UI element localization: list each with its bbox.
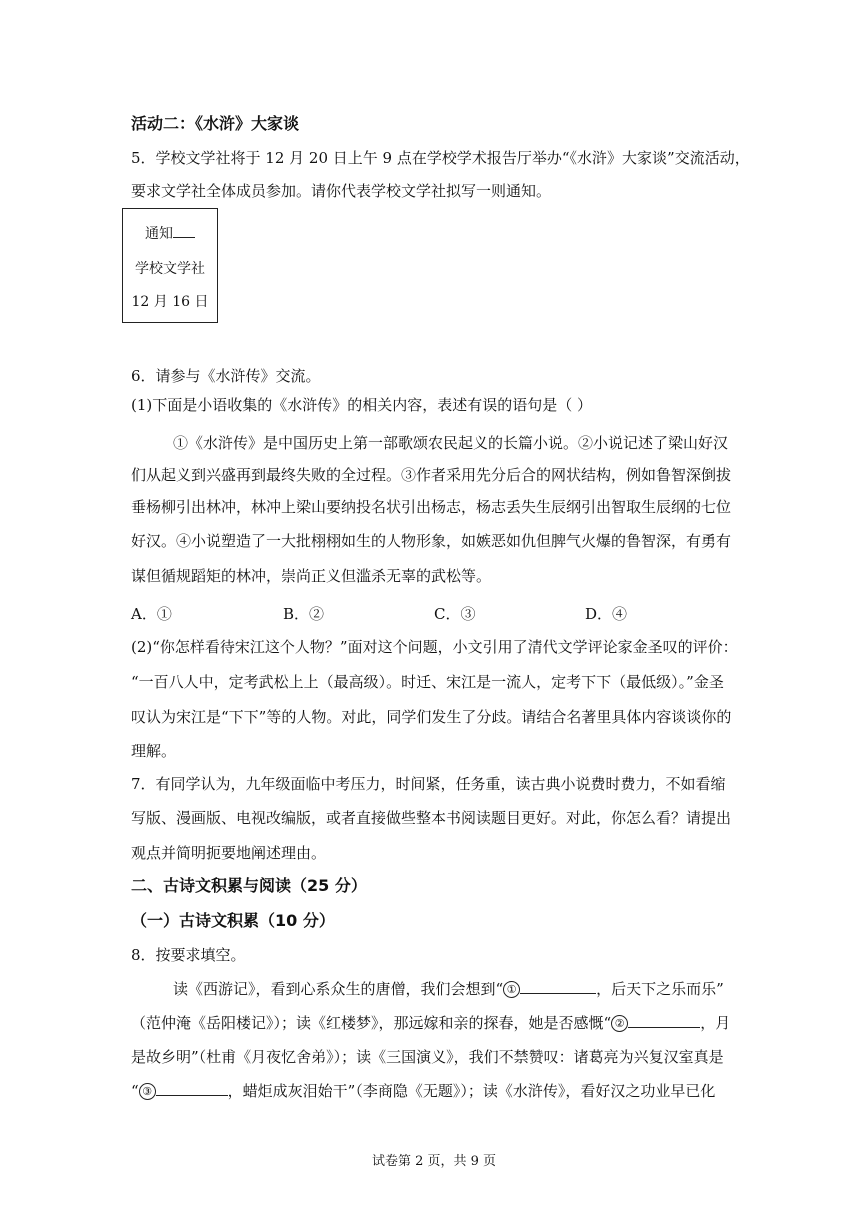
q6-intro: 6．请参与《水浒传》交流。 [131, 367, 321, 385]
q6-passage-line: 谋但循规蹈矩的林冲，崇尚正义但滥杀无辜的武松等。 [131, 567, 492, 585]
q6-passage-line: 垂杨柳引出林冲，林冲上梁山要纳投名状引出杨志，杨志丢失生辰纲引出智取生辰纲的七位 [131, 498, 732, 516]
notice-box [122, 208, 218, 323]
q7-line: 7．有同学认为，九年级面临中考压力，时间紧，任务重，读古典小说费时费力，不如看缩 [131, 775, 726, 793]
q8-line1-a: 读《西游记》，看到心系众生的唐僧，我们会想到“ [173, 980, 504, 998]
notice-title: 通知 [145, 226, 173, 242]
q6-sub1-prompt: (1)下面是小语收集的《水浒传》的相关内容，表述有误的语句是（ ） [131, 396, 593, 414]
q6-sub2-line: 叹认为宋江是“下下”等的人物。对此，同学们发生了分歧。请结合名著里具体内容谈谈你的 [131, 708, 732, 726]
blank-3[interactable] [156, 1081, 228, 1096]
notice-org: 学校文学社 [135, 261, 205, 277]
q8-line2-b: ，月 [700, 1014, 731, 1032]
q6-passage-line: 们从起义到兴盛再到最终失败的全过程。③作者采用先分后合的网状结构，例如鲁智深倒拔 [131, 466, 732, 484]
option-d[interactable]: D．④ [585, 605, 628, 623]
blank-1[interactable] [520, 979, 596, 994]
page-footer: 试卷第 2 页，共 9 页 [371, 1154, 497, 1169]
blank-2[interactable] [628, 1013, 700, 1028]
q8-line4 [131, 1081, 715, 1101]
q8-line2-a: （范仲淹《岳阳楼记》）；读《红楼梦》，那远嫁和亲的探春，她是否感慨“ [131, 1014, 612, 1032]
notice-date: 12 月 16 日 [131, 294, 209, 310]
q7-line: 写版、漫画版、电视改编版，或者直接做些整本书阅读题目更好。对此，你怎么看？请提出 [131, 809, 732, 827]
q8-line4-b: ，蜡炬成灰泪始干”（李商隐《无题》）；读《水浒传》，看好汉之功业早已化 [227, 1082, 716, 1100]
q8-line4-a: “ [131, 1082, 139, 1100]
q8-intro: 8．按要求填空。 [131, 946, 246, 964]
option-c[interactable]: C．③ [434, 605, 476, 623]
q5-line2: 要求文学社全体成员参加。请你代表学校文学社拟写一则通知。 [131, 182, 552, 200]
section2-title: 二、古诗文积累与阅读（25 分） [131, 876, 367, 895]
q8-line2 [131, 1013, 730, 1033]
blank-marker-1: ① [503, 981, 520, 998]
option-a[interactable]: A．① [131, 605, 172, 623]
q7-line: 观点并简明扼要地阐述理由。 [131, 844, 327, 862]
activity2-title: 活动二：《水浒》大家谈 [131, 114, 300, 133]
option-b[interactable]: B．② [283, 605, 325, 623]
blank-marker-2: ② [611, 1015, 628, 1032]
q6-passage-line: ①《水浒传》是中国历史上第一部歌颂农民起义的长篇小说。②小说记述了梁山好汉 [173, 434, 729, 452]
q6-sub2-line: 理解。 [131, 742, 177, 760]
notice-title-row [123, 223, 217, 243]
section2-sub-title: （一）古诗文积累（10 分） [131, 911, 335, 930]
q8-line1-b: ，后天下之乐而乐” [596, 980, 724, 998]
q8-line3: 是故乡明”（杜甫《月夜忆舍弟》）；读《三国演义》，我们不禁赞叹：诸葛亮为兴复汉室真是 [131, 1048, 724, 1066]
q8-line1 [173, 979, 724, 999]
q6-sub2-line: “一百八人中，定考武松上上（最高级）。时迁、宋江是一流人，定考下下（最低级）。”金圣 [131, 673, 724, 691]
q5-line1: 5．学校文学社将于 12 月 20 日上午 9 点在学校学术报告厅举办“《水浒》大家谈”交流活动， [131, 149, 750, 167]
q6-sub2-line: (2)“你怎样看待宋江这个人物？”面对这个问题，小文引用了清代文学评论家金圣叹的评价： [131, 638, 738, 656]
q6-passage-line: 好汉。④小说塑造了一大批栩栩如生的人物形象，如嫉恶如仇但脾气火爆的鲁智深，有勇有 [131, 532, 732, 550]
notice-title-blank[interactable] [173, 223, 195, 238]
blank-marker-3: ③ [139, 1083, 156, 1100]
